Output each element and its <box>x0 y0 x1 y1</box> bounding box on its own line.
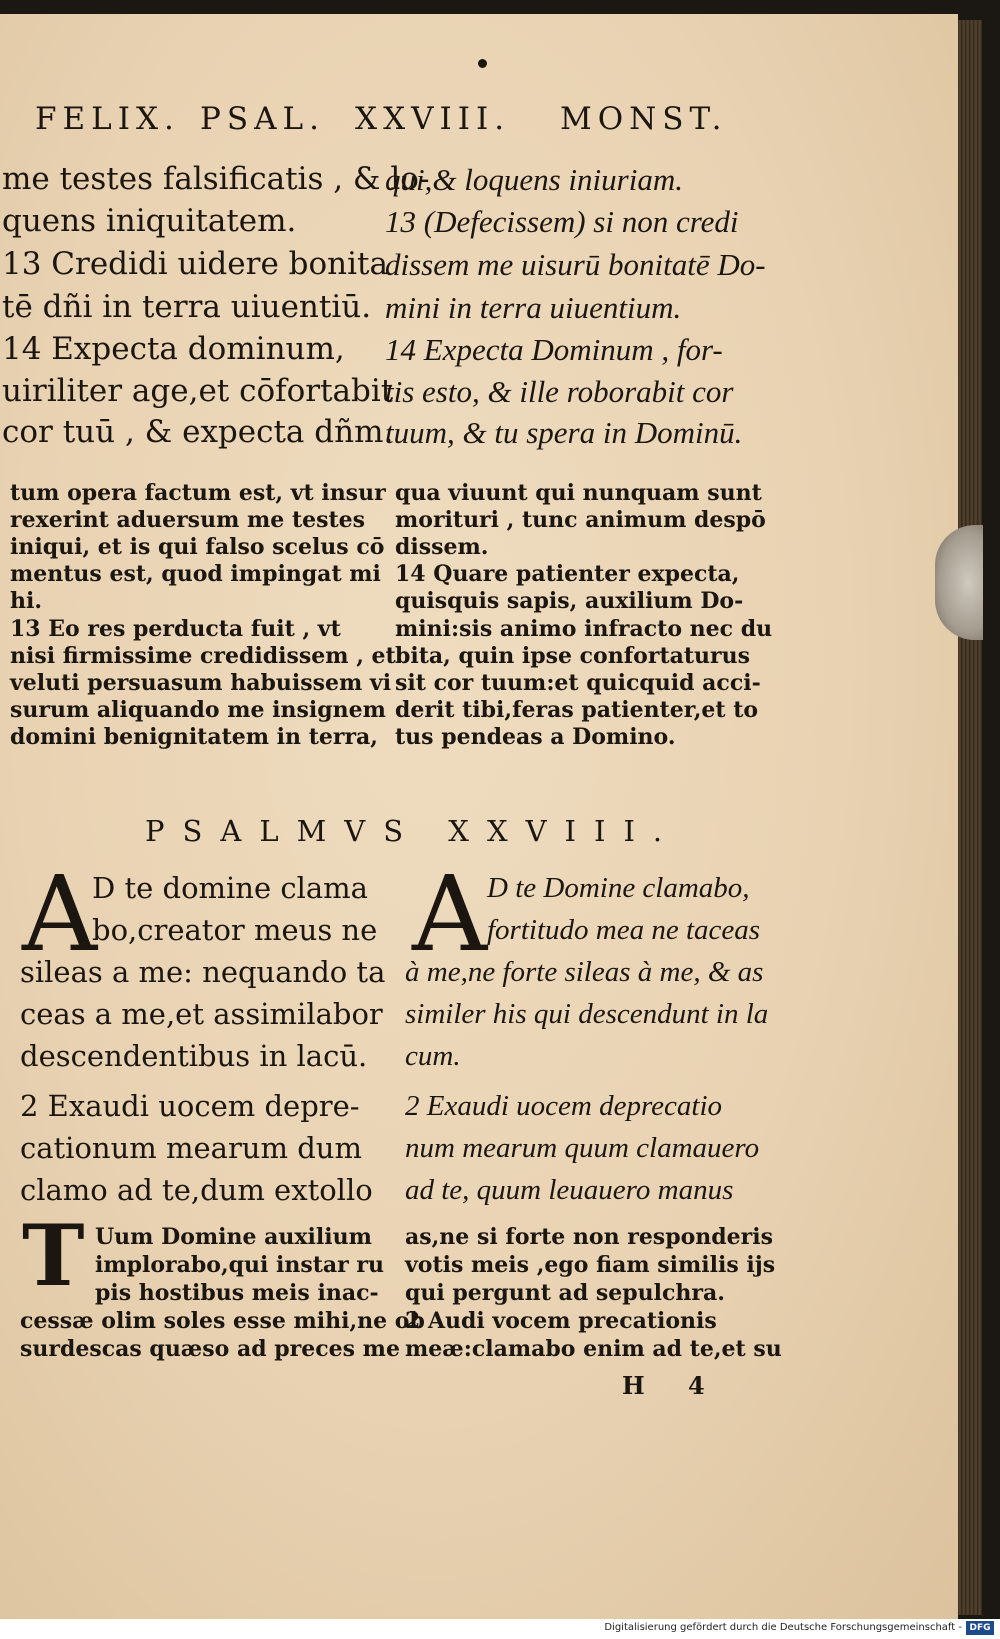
commentary-left-line: mentus est, quod impingat mi <box>10 561 381 587</box>
header-left: FELIX. <box>35 101 180 137</box>
psalm-right-line: 2 Exaudi uocem deprecatio <box>405 1090 723 1122</box>
psalm-left-line: ceas a me,et assimilabor <box>20 997 383 1031</box>
upper-right-line: tis esto, & ille roborabit cor <box>385 374 734 409</box>
commentary-right-line: sit cor tuum:et quicquid acci- <box>395 670 761 696</box>
upper-right-line: mini in terra uiuentium. <box>385 290 682 325</box>
commentary-left-line: rexerint aduersum me testes <box>10 507 366 533</box>
commentary-right-line: derit tibi,feras patienter,et to <box>395 697 759 723</box>
psalm-left-line: clamo ad te,dum extollo <box>20 1173 373 1207</box>
header-psal: PSAL. <box>200 101 325 137</box>
upper-left-line: 13 Credidi uidere bonita <box>2 246 388 282</box>
upper-right-line: 14 Expecta Dominum , for- <box>385 332 723 367</box>
upper-left-line: tē dñi in terra uiuentiū. <box>2 289 372 325</box>
commentary-right-line: quisquis sapis, auxilium Do- <box>395 588 744 614</box>
psalm-right-line: num mearum quum clamauero <box>405 1132 760 1164</box>
commentary-right-line: dissem. <box>395 534 489 560</box>
upper-right-line: 13 (Defecissem) si non credi <box>385 204 739 239</box>
psalm-right-line: D te Domine clamabo, <box>487 872 750 904</box>
psalm-right-line: similer his qui descendunt in la <box>405 998 769 1030</box>
commentary2-right-line: as,ne si forte non responderis <box>405 1224 773 1250</box>
commentary2-left-line: implorabo,qui instar ru <box>95 1252 384 1278</box>
commentary-left-line: iniqui, et is qui falso scelus cō <box>10 534 385 560</box>
commentary-right-line: morituri , tunc animum despō <box>395 507 766 533</box>
commentary2-left-line: surdescas quæso ad preces me <box>20 1336 400 1362</box>
commentary-left-line: 13 Eo res perducta fuit , vt <box>10 616 341 642</box>
psalm-right-line: fortitudo mea ne taceas <box>487 914 761 946</box>
commentary-left-line: tum opera factum est, vt insur <box>10 480 386 506</box>
footer-credit: Digitalisierung gefördert durch die Deutsche Forschungsgemeinschaft - <box>604 1622 962 1633</box>
commentary-right-line: bita, quin ipse confortaturus <box>395 643 750 669</box>
commentary2-right-line: qui pergunt ad sepulchra. <box>405 1280 725 1306</box>
top-dot <box>478 59 487 68</box>
book-page <box>0 14 958 1619</box>
commentary-right-line: 14 Quare patienter expecta, <box>395 561 740 587</box>
header-right: MONST. <box>560 101 728 137</box>
commentary-right-line: qua viuunt qui nunquam sunt <box>395 480 762 506</box>
commentary2-left-line: pis hostibus meis inac- <box>95 1280 379 1306</box>
upper-left-line: cor tuū , & expecta dñm. <box>2 414 394 450</box>
psalm-right-line: ad te, quum leuauero manus <box>405 1174 734 1206</box>
upper-right-line: dissem me uisurū bonitatē Do- <box>385 247 766 282</box>
upper-right-line: tuum, & tu spera in Dominū. <box>385 415 743 450</box>
psalm-title: PSALMVS XXVIII. <box>145 814 681 848</box>
commentary2-right-line: votis meis ,ego fiam similis ijs <box>405 1252 776 1278</box>
commentary-left-line: hi. <box>10 588 43 614</box>
commentary-right-line: tus pendeas a Domino. <box>395 724 676 750</box>
psalm-left-line: D te domine clama <box>92 871 368 905</box>
commentary-left-line: nisi firmissime credidissem , et <box>10 643 396 669</box>
psalm-left-line: cationum mearum dum <box>20 1131 362 1165</box>
commentary-left-line: surum aliquando me insignem <box>10 697 386 723</box>
upper-left-line: quens iniquitatem. <box>2 203 297 239</box>
psalm-left-line: 2 Exaudi uocem depre- <box>20 1089 360 1123</box>
header-number: XXVIII. <box>355 101 511 137</box>
digitization-footer <box>0 1619 1000 1639</box>
signature-number: 4 <box>688 1371 705 1400</box>
dropcap-left: A <box>22 853 98 975</box>
commentary2-left-line: Uum Domine auxilium <box>95 1224 372 1250</box>
psalm-left-line: bo,creator meus ne <box>92 913 378 947</box>
dfg-logo: DFG <box>966 1621 994 1635</box>
dropcap-commentary: T <box>22 1206 85 1305</box>
commentary-right-line: mini:sis animo infracto nec du <box>395 616 773 642</box>
psalm-left-line: descendentibus in lacū. <box>20 1039 368 1073</box>
upper-left-line: me testes falsificatis , & lo- <box>2 161 430 197</box>
psalm-right-line: à me,ne forte sileas à me, & as <box>405 956 764 988</box>
commentary2-right-line: meæ:clamabo enim ad te,et su <box>405 1336 782 1362</box>
page-edge <box>958 20 982 1615</box>
book-clip <box>935 525 983 640</box>
psalm-right-line: cum. <box>405 1040 461 1072</box>
upper-right-line: qui,& loquens iniuriam. <box>385 162 683 197</box>
upper-left-line: uiriliter age,et cōfortabit <box>2 373 394 409</box>
commentary-left-line: domini benignitatem in terra, <box>10 724 378 750</box>
commentary2-right-line: 2 Audi vocem precationis <box>405 1308 717 1334</box>
dropcap-right: A <box>412 853 488 975</box>
signature-letter: H <box>622 1371 645 1400</box>
upper-left-line: 14 Expecta dominum, <box>2 331 345 367</box>
psalm-left-line: sileas a me: nequando ta <box>20 955 386 989</box>
commentary-left-line: veluti persuasum habuissem vi <box>10 670 392 696</box>
commentary2-left-line: cessæ olim soles esse mihi,ne ob <box>20 1308 425 1334</box>
